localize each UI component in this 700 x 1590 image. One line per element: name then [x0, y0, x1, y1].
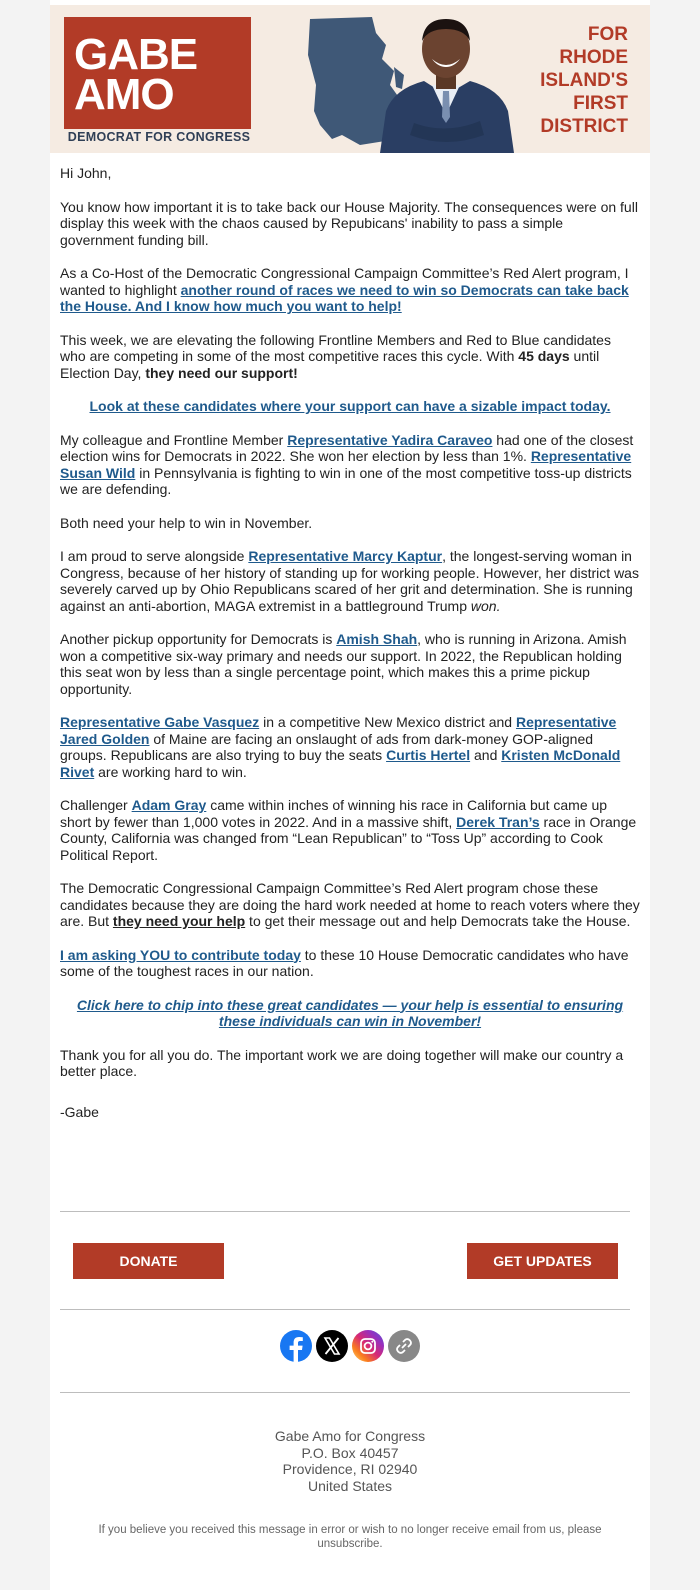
- hertel-link[interactable]: Curtis Hertel: [386, 747, 471, 763]
- races-link[interactable]: another round of races we need to win so Democrats can take back the House. And I know how much you want to help!: [60, 281, 629, 314]
- paragraph-10: The Democratic Congressional Campaign Committee’s Red Alert program chose these candidates because they are doing the hard work needed at home to reach voters where they are. But they need your help to get their message out and help Democrats take the House.: [60, 880, 640, 929]
- golden-link[interactable]: Representative Jared Golden: [60, 714, 617, 747]
- cta-1: [60, 398, 640, 415]
- divider-2: [60, 1309, 630, 1310]
- paragraph-8: Representative Gabe Vasquez in a competitive New Mexico district and Representative Jared Golden of Maine are facing an onslaught of ads from dark-money GOP-aligned groups. Republicans are also trying to buy the seats Curtis Hertel and Kristen McDonald Rivet are working hard to win.: [60, 714, 621, 780]
- paragraph-2: As a Co-Host of the Democratic Congressional Campaign Committee’s Red Alert program, I wanted to highlight another round of races we need to win so Democrats can take back the House. And I know how much you want to help!: [60, 265, 629, 314]
- paragraph-9: Challenger Adam Gray came within inches of winning his race in California but came up short by fewer than 1,000 votes in 2022. And in a massive shift, Derek Tran’s race in Orange County, California was changed from “Lean Republican” to “Toss Up” according to Cook Political Report.: [60, 797, 637, 863]
- kaptur-link[interactable]: Representative Marcy Kaptur: [248, 548, 443, 564]
- paragraph-4: My colleague and Frontline Member Representative Yadira Caraveo had one of the closest election wins for Democrats in 2022. She won her election by less than 1%. Representative Susan Wild in Pennsylvania is fighting to win in one of the most competitive toss-up districts we are defending.: [60, 431, 634, 497]
- signoff: -Gabe: [60, 1103, 99, 1120]
- vasquez-link[interactable]: Representative Gabe Vasquez: [60, 714, 260, 730]
- paragraph-1: You know how important it is to take back our House Majority. The consequences were on full display this week with the chaos caused by Repubicans' inability to pass a simple government funding bill.: [60, 198, 638, 248]
- greeting: Hi John,: [60, 165, 112, 181]
- gray-link[interactable]: Adam Gray: [131, 797, 207, 813]
- unsubscribe-note[interactable]: If you believe you received this message in error or wish to no longer receive email from us, please unsubscribe.: [98, 1524, 602, 1550]
- divider-3: [60, 1392, 630, 1393]
- email-container: [50, 0, 650, 1590]
- logo-name: GABE AMO: [74, 30, 198, 119]
- social-links: [50, 1330, 650, 1362]
- divider-1: [60, 1211, 630, 1212]
- caraveo-link[interactable]: Representative Yadira Caraveo: [287, 431, 493, 448]
- paragraph-5: Both need your help to win in November.: [60, 514, 313, 531]
- donate-button[interactable]: DONATE: [73, 1243, 224, 1279]
- cta-2: [60, 997, 640, 1030]
- candidate-photo: [380, 11, 515, 153]
- get-updates-button[interactable]: GET UPDATES: [467, 1243, 618, 1279]
- link-icon[interactable]: [388, 1330, 420, 1362]
- paragraph-7: Another pickup opportunity for Democrats is Amish Shah, who is running in Arizona. Amish won a competitive six-way primary and needs our support. In 2022, the Republican holding this seat won by less than a single percentage point, which makes this a prime pickup opportunity.: [60, 631, 627, 697]
- email-body: [60, 165, 640, 1137]
- paragraph-12: Thank you for all you do. The important work we are doing together will make our country a better place.: [60, 1046, 624, 1079]
- paragraph-11: I am asking YOU to contribute today to these 10 House Democratic candidates who have some of the toughest races in our nation.: [60, 946, 629, 979]
- facebook-icon[interactable]: [280, 1330, 312, 1362]
- district-tagline: FOR RHODE ISLAND'S FIRST DISTRICT: [540, 24, 628, 137]
- footer-address: Gabe Amo for Congress P.O. Box 40457 Providence, RI 02940 United States: [274, 1428, 426, 1494]
- x-icon[interactable]: [316, 1330, 348, 1362]
- shah-link[interactable]: Amish Shah: [336, 631, 418, 647]
- contribute-link[interactable]: I am asking YOU to contribute today: [60, 946, 301, 963]
- wild-link[interactable]: Representative Susan Wild: [60, 448, 632, 481]
- logo-subtitle: DEMOCRAT FOR CONGRESS: [67, 130, 251, 144]
- candidates-cta-link[interactable]: Look at these candidates where your support can have a sizable impact today.: [89, 398, 611, 414]
- paragraph-6: I am proud to serve alongside Representative Marcy Kaptur, the longest-serving woman in Congress, because of her history of standing up for working people. However, her district was severely carved up by Ohio Republicans scared of her grit and determination. She is running against an anti-abortion, MAGA extremist in a battleground Trump won.: [60, 548, 639, 614]
- rivet-link[interactable]: Kristen McDonald Rivet: [60, 747, 621, 780]
- tran-link[interactable]: Derek Tran’s: [456, 813, 540, 830]
- instagram-icon[interactable]: [352, 1330, 384, 1362]
- header-banner: [50, 5, 650, 153]
- campaign-logo: [64, 17, 251, 129]
- chip-in-cta-link[interactable]: Click here to chip into these great candidates — your help is essential to ensuring these individuals can win in November!: [76, 996, 624, 1029]
- paragraph-3: This week, we are elevating the following Frontline Members and Red to Blue candidates who are competing in some of the most competitive races this cycle. With 45 days until Election Day, they need our support!: [60, 331, 611, 381]
